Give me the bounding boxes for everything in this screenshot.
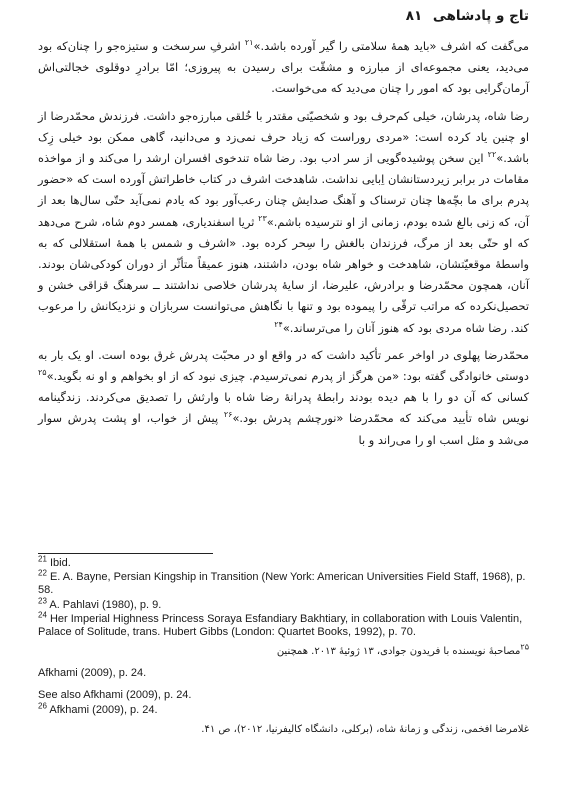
main-text xyxy=(38,36,529,451)
running-header-title: تاج و پادشاهی xyxy=(432,8,529,24)
footnote-ref: ۲۲ xyxy=(487,150,497,160)
page-number: ۸۱ xyxy=(405,8,423,24)
footnote-separator xyxy=(38,553,213,554)
footnote-ref: ۲۶ xyxy=(223,410,233,420)
paragraph-text: می‌گفت که اشرف «باید همهٔ سلامتی را گیر آورده باشد.» xyxy=(253,39,530,53)
footnote-ref: ۲۱ xyxy=(244,38,254,48)
paragraph-text: ثریا اسفندیاری، همسر دوم شاه، شرح می‌دهد که او حتّی بعد از مرگ، فرزندان بالغش را سِحر کرده بود. «اشرف و شمس با همهٔ استقلالی که به واسطهٔ موقعیّتشان، شاهدخت و خواهر شاه بودن، داشتند، هنوز عمیقاً متأثّر از دوران کودکی‌شان بودند. آنان، همچون محمّدرضا و برادرش، علیرضا، از سایهٔ پدرشان خلاصی نداشتند ــ سرهنگ قزاقی خشن و تحصیل‌نکرده که مراتب ترقّی را پیموده بود و تنها با نگاهش می‌توانست سربازان و نزدیکانش را مرعوب کند. رضا شاه مردی بود که هنوز آنان را می‌ترساند.» xyxy=(38,214,529,335)
footnote-25-reference: Afkhami (2009), p. 24. xyxy=(38,667,147,680)
footnote-25-persian: $^{۲۵}$مصاحبهٔ نویسنده با فریدون جوادی، ۱۳ ژوئیهٔ ۲۰۱۳. همچنین xyxy=(276,642,529,658)
body-paragraph xyxy=(38,36,529,100)
footnote-26: $^{26}$ Afkhami (2009), p. 24. xyxy=(38,700,158,716)
footnote-26-persian: غلامرضا افخمی، زندگی و زمانهٔ شاه، (برکلی، دانشگاه کالیفرنیا، ۲۰۱۲)، ص ۴۱. xyxy=(201,723,529,735)
body-paragraph xyxy=(38,345,529,451)
footnote-23: $^{23}$ A. Pahlavi (1980), p. 9. xyxy=(38,595,162,611)
paragraph-text: پیش از خواب، او پشت پدرش سوار می‌شد و مثل اسب او را می‌راند و با xyxy=(38,411,529,447)
footnote-ref: ۲۳ xyxy=(258,213,267,223)
paragraph-text: این سخن پوشیده‌گویی از سر ادب بود. رضا شاه تندخوی افسران ارشد را می‌کند و از مواخذه مقامات در برابر زیردستانشان اِبایی نداشت. شاهدخت اشرف در کتاب خاطراتش آورده است که «حضور پدرم برای ما بچّه‌ها چنان ترسناک و آهنگ صدایش چنان رعب‌آور بود که یادم نمی‌آید حتّی سال‌ها بعد از آن، که زنی بالغ شده بودم، زمانی از او نترسیده باشم.» xyxy=(38,151,529,229)
footnotes xyxy=(38,554,529,745)
paragraph-text: کسانی که آن دو را با هم دیده بودند رابطهٔ پدرانهٔ رضا شاه با وارثش را تصدیق می‌کردند. زندگینامه نویس شاه تأیید می‌کند که محمّدرضا «نورچشم پدرش بود.» xyxy=(38,390,529,426)
running-header xyxy=(38,8,529,30)
footnote-21: $^{21}$ Ibid. xyxy=(38,554,71,569)
paragraph-text: محمّدرضا پهلوی در اواخر عمر تأکید داشت که در واقع او در محبّت پدرش غرق بوده است. او یک بار به دوستی خانوادگی گفته بود: «من هرگز از پدرم نمی‌ترسیدم. چیزی نبود که از او بخواهم و او نه بگوید.» xyxy=(38,347,529,384)
footnote-25-see-also: See also Afkhami (2009), p. 24. xyxy=(38,689,192,702)
footnote-ref: ۲۴ xyxy=(274,319,283,329)
body-paragraph xyxy=(38,106,529,339)
footnote-ref: ۲۵ xyxy=(38,368,47,378)
paragraph-text: اشرفِ سرسخت و ستیزه‌جو را چنان‌که بود می‌دید، یعنی مجموعه‌ای از مبارزه و مشقّت برای رسیدن به پیروزی؛ امّا برادرِ دوقلوی خجالتی‌اش آرمان‌گرایی بود که امور را چنان می‌دید که می‌خواست. xyxy=(38,39,529,96)
footnote-24: $^{24}$ Her Imperial Highness Princess Soraya Esfandiary Bakhtiary, in collaboration with Louis Valentin, Palace of Solitude, trans. Hubert Gibbs (London: Quartet Books, 1992), p. 70. xyxy=(38,610,523,639)
footnote-22: $^{22}$ E. A. Bayne, Persian Kingship in Transition (New York: American Universities Field Staff, 1968), p. 58. xyxy=(38,568,526,597)
paragraph-text: رضا شاه، پدرشان، خیلی کم‌حرف بود و شخصیّتی مقتدر با خُلقی مبارزه‌جو داشت. فرزندش محمّدرضا از او چنین یاد کرده است: «مردی روراست که زیاد حرف نمی‌زد و می‌دانید، گاهی ممکن بود خیلی زِک باشد.» xyxy=(38,108,529,166)
